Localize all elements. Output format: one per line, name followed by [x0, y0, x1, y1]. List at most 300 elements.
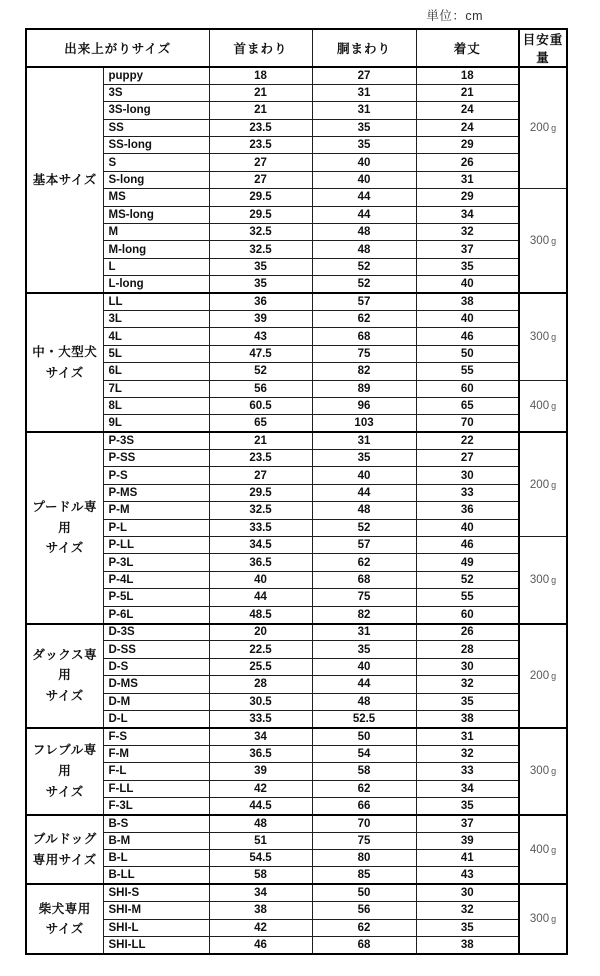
- neck-value-cell: 34.5: [209, 537, 312, 554]
- chest-value-cell: 40: [312, 171, 416, 188]
- group-label-line: ダックス専用: [32, 647, 98, 683]
- length-value-cell: 50: [416, 345, 519, 362]
- neck-value-cell: 28: [209, 676, 312, 693]
- group-label-line: サイズ: [45, 784, 84, 799]
- chest-value-cell: 62: [312, 780, 416, 797]
- chest-value-cell: 35: [312, 137, 416, 154]
- table-row: [26, 745, 567, 762]
- table-row: [26, 484, 567, 501]
- neck-value-cell: 27: [209, 467, 312, 484]
- table-row: [26, 867, 567, 884]
- header-length: 着丈: [416, 29, 519, 67]
- table-row: [26, 276, 567, 293]
- size-name-cell: 3S: [103, 84, 209, 101]
- neck-value-cell: 29.5: [209, 484, 312, 501]
- chest-value-cell: 57: [312, 293, 416, 310]
- size-name-cell: LL: [103, 293, 209, 310]
- table-row: [26, 728, 567, 745]
- chest-value-cell: 89: [312, 380, 416, 397]
- neck-value-cell: 22.5: [209, 641, 312, 658]
- weight-amount: 300: [529, 765, 550, 778]
- size-name-cell: SHI-M: [103, 902, 209, 919]
- table-row: [26, 658, 567, 675]
- table-row: [26, 119, 567, 136]
- size-name-cell: B-L: [103, 850, 209, 867]
- length-value-cell: 34: [416, 780, 519, 797]
- length-value-cell: 35: [416, 258, 519, 275]
- chest-value-cell: 96: [312, 397, 416, 414]
- table-row: [26, 554, 567, 571]
- weight-cell: [519, 537, 567, 624]
- chest-value-cell: 85: [312, 867, 416, 884]
- neck-value-cell: 27: [209, 154, 312, 171]
- chest-value-cell: 40: [312, 154, 416, 171]
- table-row: [26, 258, 567, 275]
- length-value-cell: 49: [416, 554, 519, 571]
- table-row: [26, 832, 567, 849]
- table-row: [26, 624, 567, 641]
- size-name-cell: puppy: [103, 67, 209, 84]
- table-row: [26, 345, 567, 362]
- neck-value-cell: 29.5: [209, 189, 312, 206]
- length-value-cell: 37: [416, 241, 519, 258]
- size-name-cell: P-S: [103, 467, 209, 484]
- size-name-cell: MS: [103, 189, 209, 206]
- neck-value-cell: 51: [209, 832, 312, 849]
- size-name-cell: L: [103, 258, 209, 275]
- header-finished-size: 出来上がりサイズ: [26, 29, 209, 67]
- neck-value-cell: 21: [209, 102, 312, 119]
- length-value-cell: 33: [416, 763, 519, 780]
- neck-value-cell: 32.5: [209, 224, 312, 241]
- neck-value-cell: 34: [209, 884, 312, 901]
- neck-value-cell: 21: [209, 432, 312, 449]
- length-value-cell: 21: [416, 84, 519, 101]
- neck-value-cell: 25.5: [209, 658, 312, 675]
- group-label-cell: [26, 67, 103, 293]
- chest-value-cell: 44: [312, 206, 416, 223]
- size-name-cell: B-M: [103, 832, 209, 849]
- length-value-cell: 40: [416, 310, 519, 327]
- size-name-cell: 5L: [103, 345, 209, 362]
- weight-amount: 300: [529, 913, 550, 926]
- group-label-line: 柴犬専用: [38, 901, 91, 916]
- length-value-cell: 22: [416, 432, 519, 449]
- group-label-cell: [26, 293, 103, 432]
- weight-cell: [519, 815, 567, 885]
- length-value-cell: 38: [416, 937, 519, 954]
- group-label-cell: [26, 624, 103, 728]
- chest-value-cell: 35: [312, 450, 416, 467]
- chest-value-cell: 31: [312, 432, 416, 449]
- length-value-cell: 40: [416, 519, 519, 536]
- neck-value-cell: 20: [209, 624, 312, 641]
- neck-value-cell: 18: [209, 67, 312, 84]
- weight-unit: g: [551, 235, 557, 246]
- table-row: [26, 797, 567, 814]
- length-value-cell: 60: [416, 380, 519, 397]
- table-row: [26, 571, 567, 588]
- size-name-cell: 9L: [103, 415, 209, 432]
- size-name-cell: MS-long: [103, 206, 209, 223]
- weight-amount: 300: [529, 330, 550, 343]
- chest-value-cell: 48: [312, 693, 416, 710]
- weight-unit: g: [551, 844, 557, 855]
- chest-value-cell: 82: [312, 363, 416, 380]
- length-value-cell: 46: [416, 328, 519, 345]
- length-value-cell: 29: [416, 189, 519, 206]
- chest-value-cell: 31: [312, 102, 416, 119]
- size-name-cell: P-3L: [103, 554, 209, 571]
- table-row: [26, 171, 567, 188]
- chest-value-cell: 58: [312, 763, 416, 780]
- table-row: [26, 328, 567, 345]
- weight-amount: 400: [529, 399, 550, 412]
- length-value-cell: 55: [416, 363, 519, 380]
- size-name-cell: P-L: [103, 519, 209, 536]
- neck-value-cell: 65: [209, 415, 312, 432]
- table-body: [26, 67, 567, 954]
- header-weight: 目安重量: [519, 29, 567, 67]
- weight-cell: [519, 380, 567, 432]
- table-row: [26, 241, 567, 258]
- weight-cell: [519, 728, 567, 815]
- size-name-cell: SHI-L: [103, 919, 209, 936]
- length-value-cell: 31: [416, 171, 519, 188]
- table-row: [26, 206, 567, 223]
- table-row: [26, 380, 567, 397]
- length-value-cell: 26: [416, 624, 519, 641]
- size-name-cell: D-S: [103, 658, 209, 675]
- neck-value-cell: 39: [209, 310, 312, 327]
- weight-cell: [519, 624, 567, 728]
- size-name-cell: P-M: [103, 502, 209, 519]
- chest-value-cell: 62: [312, 310, 416, 327]
- table-header-row: [26, 29, 567, 67]
- size-name-cell: F-S: [103, 728, 209, 745]
- table-row: [26, 84, 567, 101]
- table-row: [26, 137, 567, 154]
- chest-value-cell: 52: [312, 276, 416, 293]
- header-neck: 首まわり: [209, 29, 312, 67]
- neck-value-cell: 47.5: [209, 345, 312, 362]
- size-name-cell: F-3L: [103, 797, 209, 814]
- neck-value-cell: 36.5: [209, 745, 312, 762]
- table-row: [26, 693, 567, 710]
- header-chest: 胴まわり: [312, 29, 416, 67]
- weight-unit: g: [551, 400, 557, 411]
- length-value-cell: 30: [416, 884, 519, 901]
- chest-value-cell: 75: [312, 832, 416, 849]
- size-name-cell: P-6L: [103, 606, 209, 623]
- table-row: [26, 189, 567, 206]
- chest-value-cell: 31: [312, 84, 416, 101]
- chest-value-cell: 80: [312, 850, 416, 867]
- chest-value-cell: 75: [312, 345, 416, 362]
- weight-cell: [519, 432, 567, 536]
- dog-size-table: [25, 28, 568, 955]
- length-value-cell: 55: [416, 589, 519, 606]
- chest-value-cell: 48: [312, 224, 416, 241]
- group-label-line: サイズ: [45, 922, 84, 937]
- weight-cell: [519, 884, 567, 954]
- chest-value-cell: 40: [312, 658, 416, 675]
- size-name-cell: D-L: [103, 710, 209, 727]
- table-row: [26, 780, 567, 797]
- table-row: [26, 589, 567, 606]
- neck-value-cell: 32.5: [209, 241, 312, 258]
- neck-value-cell: 38: [209, 902, 312, 919]
- group-label-line: サイズ: [45, 541, 84, 556]
- chest-value-cell: 66: [312, 797, 416, 814]
- unit-label: 単位：cm: [426, 9, 483, 23]
- weight-cell: [519, 293, 567, 380]
- chest-value-cell: 52: [312, 519, 416, 536]
- chest-value-cell: 35: [312, 641, 416, 658]
- table-row: [26, 67, 567, 84]
- size-name-cell: P-LL: [103, 537, 209, 554]
- length-value-cell: 18: [416, 67, 519, 84]
- length-value-cell: 35: [416, 797, 519, 814]
- length-value-cell: 43: [416, 867, 519, 884]
- length-value-cell: 29: [416, 137, 519, 154]
- weight-amount: 400: [529, 843, 550, 856]
- table-row: [26, 850, 567, 867]
- neck-value-cell: 32.5: [209, 502, 312, 519]
- neck-value-cell: 42: [209, 919, 312, 936]
- neck-value-cell: 44: [209, 589, 312, 606]
- weight-amount: 300: [529, 573, 550, 586]
- size-name-cell: D-MS: [103, 676, 209, 693]
- length-value-cell: 27: [416, 450, 519, 467]
- weight-cell: [519, 67, 567, 189]
- table-row: [26, 450, 567, 467]
- neck-value-cell: 35: [209, 276, 312, 293]
- group-label-cell: [26, 432, 103, 623]
- chest-value-cell: 103: [312, 415, 416, 432]
- chest-value-cell: 40: [312, 467, 416, 484]
- size-name-cell: D-M: [103, 693, 209, 710]
- length-value-cell: 32: [416, 224, 519, 241]
- neck-value-cell: 33.5: [209, 519, 312, 536]
- neck-value-cell: 60.5: [209, 397, 312, 414]
- size-name-cell: 6L: [103, 363, 209, 380]
- chest-value-cell: 82: [312, 606, 416, 623]
- neck-value-cell: 48: [209, 815, 312, 832]
- size-name-cell: F-LL: [103, 780, 209, 797]
- size-name-cell: P-MS: [103, 484, 209, 501]
- size-name-cell: D-SS: [103, 641, 209, 658]
- neck-value-cell: 48.5: [209, 606, 312, 623]
- length-value-cell: 31: [416, 728, 519, 745]
- length-value-cell: 35: [416, 693, 519, 710]
- neck-value-cell: 23.5: [209, 450, 312, 467]
- group-label-line: ブルドッグ: [32, 831, 97, 846]
- group-label-line: 基本サイズ: [32, 172, 97, 187]
- neck-value-cell: 46: [209, 937, 312, 954]
- chest-value-cell: 44: [312, 676, 416, 693]
- size-name-cell: F-L: [103, 763, 209, 780]
- group-label-cell: [26, 728, 103, 815]
- weight-unit: g: [551, 766, 557, 777]
- length-value-cell: 41: [416, 850, 519, 867]
- neck-value-cell: 23.5: [209, 119, 312, 136]
- group-label-line: プードル専用: [32, 499, 98, 535]
- weight-amount: 300: [529, 234, 550, 247]
- length-value-cell: 26: [416, 154, 519, 171]
- chest-value-cell: 48: [312, 502, 416, 519]
- neck-value-cell: 54.5: [209, 850, 312, 867]
- table-row: [26, 919, 567, 936]
- weight-unit: g: [551, 331, 557, 342]
- neck-value-cell: 35: [209, 258, 312, 275]
- length-value-cell: 30: [416, 658, 519, 675]
- table-row: [26, 102, 567, 119]
- length-value-cell: 40: [416, 276, 519, 293]
- neck-value-cell: 29.5: [209, 206, 312, 223]
- size-name-cell: B-S: [103, 815, 209, 832]
- size-name-cell: SHI-LL: [103, 937, 209, 954]
- table-row: [26, 641, 567, 658]
- table-row: [26, 363, 567, 380]
- chest-value-cell: 44: [312, 484, 416, 501]
- size-name-cell: M: [103, 224, 209, 241]
- size-name-cell: 7L: [103, 380, 209, 397]
- table-row: [26, 432, 567, 449]
- length-value-cell: 32: [416, 902, 519, 919]
- chest-value-cell: 62: [312, 554, 416, 571]
- weight-unit: g: [551, 123, 557, 134]
- size-name-cell: P-SS: [103, 450, 209, 467]
- chest-value-cell: 54: [312, 745, 416, 762]
- neck-value-cell: 56: [209, 380, 312, 397]
- group-label-cell: [26, 884, 103, 954]
- group-label-line: 専用サイズ: [32, 852, 97, 867]
- group-label-line: 中・大型犬: [32, 345, 98, 360]
- length-value-cell: 32: [416, 745, 519, 762]
- size-name-cell: F-M: [103, 745, 209, 762]
- table-row: [26, 310, 567, 327]
- table-row: [26, 537, 567, 554]
- length-value-cell: 33: [416, 484, 519, 501]
- weight-cell: [519, 189, 567, 293]
- chest-value-cell: 44: [312, 189, 416, 206]
- size-name-cell: SS: [103, 119, 209, 136]
- table-row: [26, 467, 567, 484]
- chest-value-cell: 50: [312, 884, 416, 901]
- table-header: [26, 29, 567, 67]
- table-row: [26, 502, 567, 519]
- neck-value-cell: 33.5: [209, 710, 312, 727]
- table-row: [26, 606, 567, 623]
- size-name-cell: 8L: [103, 397, 209, 414]
- table-row: [26, 884, 567, 901]
- neck-value-cell: 39: [209, 763, 312, 780]
- weight-unit: g: [551, 574, 557, 585]
- neck-value-cell: 27: [209, 171, 312, 188]
- chest-value-cell: 35: [312, 119, 416, 136]
- neck-value-cell: 36.5: [209, 554, 312, 571]
- chest-value-cell: 56: [312, 902, 416, 919]
- weight-unit: g: [551, 670, 557, 681]
- length-value-cell: 36: [416, 502, 519, 519]
- group-label-line: フレブル専用: [32, 743, 97, 778]
- length-value-cell: 39: [416, 832, 519, 849]
- chest-value-cell: 52: [312, 258, 416, 275]
- size-name-cell: M-long: [103, 241, 209, 258]
- table-row: [26, 397, 567, 414]
- neck-value-cell: 42: [209, 780, 312, 797]
- length-value-cell: 32: [416, 676, 519, 693]
- size-name-cell: 3L: [103, 310, 209, 327]
- neck-value-cell: 21: [209, 84, 312, 101]
- length-value-cell: 34: [416, 206, 519, 223]
- size-name-cell: P-4L: [103, 571, 209, 588]
- chest-value-cell: 50: [312, 728, 416, 745]
- chest-value-cell: 68: [312, 328, 416, 345]
- neck-value-cell: 23.5: [209, 137, 312, 154]
- chest-value-cell: 68: [312, 937, 416, 954]
- chest-value-cell: 31: [312, 624, 416, 641]
- neck-value-cell: 30.5: [209, 693, 312, 710]
- size-name-cell: 4L: [103, 328, 209, 345]
- length-value-cell: 35: [416, 919, 519, 936]
- neck-value-cell: 40: [209, 571, 312, 588]
- weight-unit: g: [551, 479, 557, 490]
- chest-value-cell: 52.5: [312, 710, 416, 727]
- size-name-cell: SS-long: [103, 137, 209, 154]
- size-name-cell: B-LL: [103, 867, 209, 884]
- weight-amount: 200: [529, 122, 550, 135]
- table-row: [26, 519, 567, 536]
- length-value-cell: 70: [416, 415, 519, 432]
- table-row: [26, 293, 567, 310]
- table-row: [26, 902, 567, 919]
- table-row: [26, 154, 567, 171]
- length-value-cell: 37: [416, 815, 519, 832]
- group-label-line: サイズ: [45, 688, 84, 703]
- chest-value-cell: 68: [312, 571, 416, 588]
- weight-amount: 200: [529, 669, 550, 682]
- size-name-cell: P-3S: [103, 432, 209, 449]
- length-value-cell: 38: [416, 293, 519, 310]
- size-name-cell: S: [103, 154, 209, 171]
- weight-unit: g: [551, 914, 557, 925]
- neck-value-cell: 36: [209, 293, 312, 310]
- chest-value-cell: 75: [312, 589, 416, 606]
- length-value-cell: 28: [416, 641, 519, 658]
- group-label-cell: [26, 815, 103, 885]
- table-row: [26, 224, 567, 241]
- size-name-cell: P-5L: [103, 589, 209, 606]
- neck-value-cell: 34: [209, 728, 312, 745]
- chest-value-cell: 62: [312, 919, 416, 936]
- length-value-cell: 24: [416, 102, 519, 119]
- table-row: [26, 763, 567, 780]
- neck-value-cell: 52: [209, 363, 312, 380]
- neck-value-cell: 44.5: [209, 797, 312, 814]
- size-name-cell: L-long: [103, 276, 209, 293]
- length-value-cell: 38: [416, 710, 519, 727]
- table-row: [26, 815, 567, 832]
- neck-value-cell: 58: [209, 867, 312, 884]
- table-row: [26, 710, 567, 727]
- length-value-cell: 65: [416, 397, 519, 414]
- table-row: [26, 937, 567, 954]
- neck-value-cell: 43: [209, 328, 312, 345]
- length-value-cell: 46: [416, 537, 519, 554]
- size-name-cell: 3S-long: [103, 102, 209, 119]
